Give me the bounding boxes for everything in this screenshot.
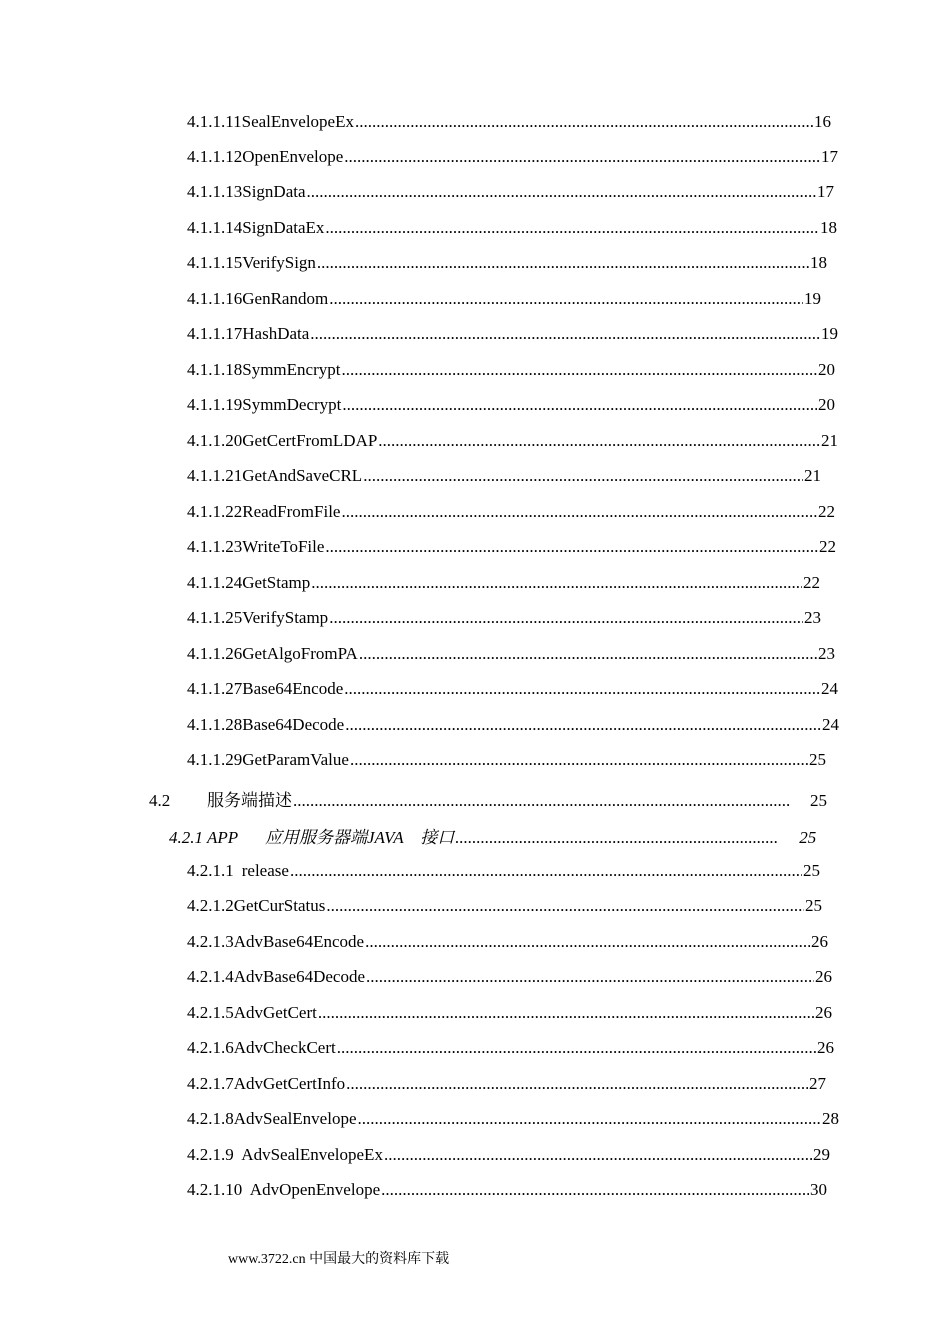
toc-entry-number: 4.2.1 APP xyxy=(169,828,239,847)
toc-entry-page: 17 xyxy=(821,147,838,166)
toc-entry-number: 4.1.1.20 xyxy=(187,431,243,450)
toc-entry-title: Base64Decode xyxy=(242,715,345,734)
toc-entry[interactable] xyxy=(187,967,832,991)
toc-entry-number: 4.2.1.1 xyxy=(187,861,234,880)
toc-entry-number: 4.2.1.4 xyxy=(187,967,234,986)
toc-entry-page: 20 xyxy=(818,360,835,379)
toc-entry[interactable] xyxy=(187,932,828,956)
toc-entry[interactable] xyxy=(187,537,836,561)
toc-entry-title: AdvOpenEnvelope xyxy=(242,1180,381,1199)
toc-leader-dots xyxy=(326,896,804,916)
toc-leader-dots xyxy=(344,147,820,167)
toc-entry-number: 4.1.1.11 xyxy=(187,112,242,131)
toc-entry-title: HashData xyxy=(242,324,310,343)
toc-entry-page: 23 xyxy=(818,644,835,663)
toc-entry-title: GetAlgoFromPA xyxy=(242,644,358,663)
toc-entry-page: 26 xyxy=(817,1038,834,1057)
toc-entry-title: Base64Encode xyxy=(242,679,344,698)
toc-leader-dots xyxy=(310,324,820,344)
toc-leader-dots xyxy=(358,1109,822,1129)
toc-entry-number: 4.1.1.18 xyxy=(187,360,243,379)
toc-leader-dots xyxy=(311,573,802,593)
toc-entry-page: 22 xyxy=(803,573,820,592)
toc-entry-title: SealEnvelopeEx xyxy=(241,112,354,131)
toc-entry[interactable] xyxy=(187,218,837,242)
toc-entry-page: 25 xyxy=(809,750,826,769)
toc-entry[interactable] xyxy=(187,1180,827,1204)
toc-leader-dots xyxy=(355,112,813,132)
toc-entry-page: 25 xyxy=(799,828,817,847)
toc-entry-page: 25 xyxy=(805,896,822,915)
toc-entry-page: 28 xyxy=(822,1109,839,1128)
toc-entry[interactable] xyxy=(187,502,835,526)
toc-leader-dots xyxy=(307,182,816,202)
toc-entry-title: SignDataEx xyxy=(242,218,325,237)
toc-entry-title: WriteToFile xyxy=(242,537,325,556)
toc-entry-title: ReadFromFile xyxy=(242,502,341,521)
toc-entry-title: AdvSealEnvelope xyxy=(233,1109,357,1128)
toc-entry-page: 26 xyxy=(815,1003,832,1022)
toc-entry-number: 4.1.1.19 xyxy=(187,395,243,414)
toc-entry[interactable] xyxy=(187,360,835,384)
toc-entry[interactable] xyxy=(187,861,820,885)
toc-leader-dots xyxy=(293,791,790,811)
toc-entry-number: 4.1.1.29 xyxy=(187,750,243,769)
toc-entry-number: 4.1.1.13 xyxy=(187,182,243,201)
toc-entry-title: 服务端描述 xyxy=(207,791,292,810)
toc-leader-dots xyxy=(341,360,817,380)
toc-entry-title: AdvBase64Encode xyxy=(233,932,365,951)
toc-entry-page: 17 xyxy=(817,182,834,201)
toc-entry[interactable] xyxy=(187,1003,832,1027)
toc-leader-dots xyxy=(344,679,820,699)
toc-leader-dots xyxy=(363,466,803,486)
toc-entry[interactable] xyxy=(187,1109,839,1133)
toc-entry-number: 4.1.1.25 xyxy=(187,608,243,627)
toc-leader-dots xyxy=(342,395,817,415)
toc-entry-page: 25 xyxy=(803,861,820,880)
toc-entry-page: 22 xyxy=(819,537,836,556)
toc-entry-number: 4.1.1.14 xyxy=(187,218,243,237)
toc-leader-dots xyxy=(317,253,809,273)
toc-entry-page: 26 xyxy=(815,967,832,986)
toc-leader-dots xyxy=(329,289,803,309)
toc-entry[interactable] xyxy=(187,573,820,597)
toc-entry-page: 30 xyxy=(810,1180,827,1199)
toc-entry[interactable] xyxy=(187,608,821,632)
toc-entry-title: GenRandom xyxy=(242,289,329,308)
toc-entry[interactable] xyxy=(187,324,838,348)
toc-entry[interactable] xyxy=(187,750,826,774)
toc-entry-title: AdvCheckCert xyxy=(233,1038,336,1057)
toc-section-entry[interactable] xyxy=(149,786,839,810)
toc-entry-title: GetStamp xyxy=(242,573,311,592)
toc-entry-number: 4.2.1.8 xyxy=(187,1109,234,1128)
toc-entry-number: 4.1.1.27 xyxy=(187,679,243,698)
toc-entry[interactable] xyxy=(187,289,821,313)
toc-leader-dots xyxy=(381,1180,809,1200)
toc-entry-page: 21 xyxy=(804,466,821,485)
toc-leader-dots xyxy=(455,828,779,848)
toc-entry-title: release xyxy=(241,861,289,880)
toc-entry-number: 4.1.1.16 xyxy=(187,289,243,308)
toc-entry[interactable] xyxy=(187,896,822,920)
toc-leader-dots xyxy=(350,750,808,770)
toc-entry-page: 21 xyxy=(821,431,838,450)
toc-entry-number: 4.1.1.15 xyxy=(187,253,243,272)
toc-leader-dots xyxy=(346,1074,808,1094)
toc-entry-number: 4.1.1.12 xyxy=(187,147,243,166)
toc-entry-title: OpenEnvelope xyxy=(242,147,344,166)
toc-entry-page: 18 xyxy=(810,253,827,272)
toc-entry-page: 18 xyxy=(820,218,837,237)
toc-entry[interactable] xyxy=(187,1145,830,1169)
toc-entry-page: 24 xyxy=(822,715,839,734)
toc-entry[interactable] xyxy=(187,679,838,703)
toc-entry-page: 26 xyxy=(811,932,828,951)
toc-entry-number: 4.1.1.23 xyxy=(187,537,243,556)
toc-entry[interactable] xyxy=(187,466,821,490)
toc-entry-title: GetParamValue xyxy=(242,750,349,769)
toc-entry-title: VerifySign xyxy=(242,253,316,272)
toc-entry-title: 应用服务器端JAVA 接口 xyxy=(265,828,455,847)
toc-leader-dots xyxy=(325,218,819,238)
toc-entry-title: SymmDecrypt xyxy=(242,395,342,414)
toc-entry-page: 22 xyxy=(818,502,835,521)
toc-entry[interactable] xyxy=(187,253,827,277)
toc-leader-dots xyxy=(345,715,821,735)
toc-entry[interactable] xyxy=(187,147,838,171)
toc-entry-page: 24 xyxy=(821,679,838,698)
toc-entry-title: VerifyStamp xyxy=(242,608,329,627)
toc-entry-page: 19 xyxy=(821,324,838,343)
toc-entry[interactable] xyxy=(187,431,838,455)
toc-entry-number: 4.1.1.17 xyxy=(187,324,243,343)
toc-entry-number: 4.2 xyxy=(149,791,171,810)
toc-entry[interactable] xyxy=(187,1038,834,1062)
toc-entry[interactable] xyxy=(187,715,839,739)
toc-entry-title: SignData xyxy=(242,182,306,201)
toc-entry-page: 25 xyxy=(810,791,827,810)
footer-watermark-text: www.3722.cn 中国最大的资料库下载 xyxy=(228,1252,450,1267)
toc-entry-number: 4.1.1.28 xyxy=(187,715,243,734)
toc-leader-dots xyxy=(365,932,810,952)
toc-entry-title: SymmEncrypt xyxy=(242,360,341,379)
toc-entry-number: 4.1.1.24 xyxy=(187,573,243,592)
toc-entry-number: 4.2.1.2 xyxy=(187,896,234,915)
toc-entry-number: 4.1.1.22 xyxy=(187,502,243,521)
toc-entry-page: 23 xyxy=(804,608,821,627)
toc-leader-dots xyxy=(359,644,817,664)
toc-leader-dots xyxy=(384,1145,812,1165)
toc-entry[interactable] xyxy=(187,1074,826,1098)
toc-entry[interactable] xyxy=(187,182,834,206)
toc-leader-dots xyxy=(329,608,803,628)
toc-entry-title: AdvBase64Decode xyxy=(233,967,365,986)
toc-entry-page: 19 xyxy=(804,289,821,308)
toc-entry-number: 4.2.1.9 xyxy=(187,1145,234,1164)
toc-entry-number: 4.2.1.3 xyxy=(187,932,234,951)
toc-entry[interactable] xyxy=(187,644,835,668)
toc-leader-dots xyxy=(325,537,818,557)
toc-leader-dots xyxy=(366,967,814,987)
toc-entry-title: AdvSealEnvelopeEx xyxy=(233,1145,383,1164)
toc-entry-number: 4.2.1.7 xyxy=(187,1074,234,1093)
toc-entry-number: 4.2.1.10 xyxy=(187,1180,243,1199)
toc-subsection-entry[interactable] xyxy=(169,823,839,847)
toc-entry[interactable] xyxy=(187,112,831,136)
toc-entry-page: 27 xyxy=(809,1074,826,1093)
toc-entry-number: 4.2.1.6 xyxy=(187,1038,234,1057)
toc-leader-dots xyxy=(378,431,820,451)
toc-leader-dots xyxy=(341,502,817,522)
toc-entry-title: GetCurStatus xyxy=(233,896,326,915)
toc-entry[interactable] xyxy=(187,395,835,419)
toc-entry-title: AdvGetCertInfo xyxy=(233,1074,346,1093)
toc-entry-number: 4.1.1.21 xyxy=(187,466,243,485)
toc-entry-page: 29 xyxy=(813,1145,830,1164)
toc-leader-dots xyxy=(290,861,802,881)
toc-leader-dots xyxy=(318,1003,814,1023)
toc-entry-title: GetAndSaveCRL xyxy=(242,466,363,485)
toc-entry-page: 16 xyxy=(814,112,831,131)
toc-entry-number: 4.1.1.26 xyxy=(187,644,243,663)
toc-entry-page: 20 xyxy=(818,395,835,414)
toc-entry-title: GetCertFromLDAP xyxy=(242,431,378,450)
toc-leader-dots xyxy=(337,1038,816,1058)
toc-entry-title: AdvGetCert xyxy=(233,1003,317,1022)
toc-entry-number: 4.2.1.5 xyxy=(187,1003,234,1022)
